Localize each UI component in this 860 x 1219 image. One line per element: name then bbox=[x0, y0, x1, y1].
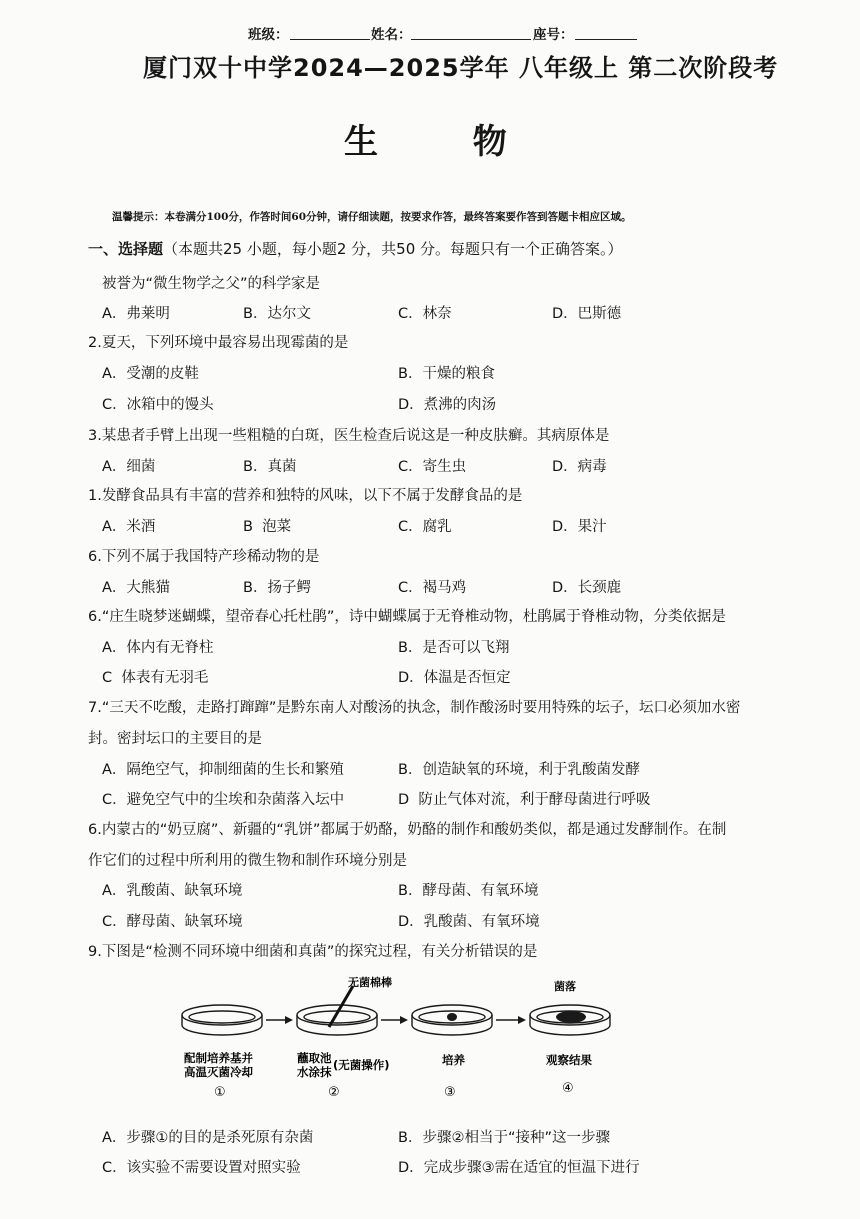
step4-number: ④ bbox=[562, 1081, 574, 1096]
option-d[interactable]: D．病毒 bbox=[552, 459, 607, 475]
option-c[interactable]: C．褐马鸡 bbox=[398, 580, 467, 596]
option-c[interactable]: C．林奈 bbox=[398, 306, 452, 322]
option-d[interactable]: D．果汁 bbox=[552, 519, 607, 535]
step2-number: ② bbox=[328, 1085, 340, 1100]
step3-text: 培养 bbox=[442, 1053, 465, 1067]
option-c[interactable]: C．酵母菌、缺氧环境 bbox=[102, 914, 243, 930]
option-c[interactable]: C 体表有无羽毛 bbox=[102, 670, 209, 686]
option-b[interactable]: B．酵母菌、有氧环境 bbox=[398, 883, 539, 899]
option-c[interactable]: C．冰箱中的馒头 bbox=[102, 397, 214, 413]
section-heading bbox=[88, 238, 623, 259]
swab-label: 无菌棉棒 bbox=[348, 976, 392, 989]
inoculum-dot bbox=[447, 1013, 457, 1021]
step1-number: ① bbox=[214, 1085, 226, 1100]
petri-dish-2 bbox=[297, 1005, 377, 1035]
question-stem: 6.“庄生晓梦迷蝴蝶，望帝春心托杜鹃”，诗中蝴蝶属于无脊椎动物，杜鹃属于脊椎动物，分类依据是 bbox=[88, 609, 726, 625]
step4-text: 观察结果 bbox=[546, 1053, 592, 1067]
step2-text-2: 水涂抹 bbox=[297, 1065, 332, 1079]
option-a[interactable]: A．细菌 bbox=[102, 459, 156, 475]
question-stem-cont: 封。密封坛口的主要目的是 bbox=[88, 731, 262, 747]
option-d[interactable]: D．乳酸菌、有氧环境 bbox=[398, 914, 540, 930]
arrow-3 bbox=[518, 1016, 526, 1024]
option-a[interactable]: A．米酒 bbox=[102, 519, 156, 535]
option-a[interactable]: A．大熊猫 bbox=[102, 580, 170, 596]
option-c[interactable]: C．避免空气中的尘埃和杂菌落入坛中 bbox=[102, 792, 345, 808]
petri-dish-1 bbox=[182, 1005, 262, 1035]
option-b[interactable]: B．扬子鳄 bbox=[243, 580, 311, 596]
option-c[interactable]: C．寄生虫 bbox=[398, 459, 467, 475]
question-stem: 6.下列不属于我国特产珍稀动物的是 bbox=[88, 549, 320, 565]
option-a[interactable]: A．步骤①的目的是杀死原有杂菌 bbox=[102, 1130, 314, 1146]
name-label: 姓名： bbox=[371, 27, 412, 43]
seat-blank[interactable] bbox=[575, 39, 637, 40]
option-a[interactable]: A．乳酸菌、缺氧环境 bbox=[102, 883, 243, 899]
option-d[interactable]: D 防止气体对流，利于酵母菌进行呼吸 bbox=[398, 792, 651, 808]
step2-text-1: 蘸取池 bbox=[297, 1051, 332, 1065]
option-b[interactable]: B．步骤②相当于“接种”这一步骤 bbox=[398, 1130, 610, 1146]
section-title: 一、选择题 bbox=[88, 240, 164, 258]
exam-notice: 温馨提示：本卷满分100分，作答时间60分钟，请仔细读题，按要求作答，最终答案要作答到答题卡相应区域。 bbox=[112, 211, 632, 223]
question-stem: 3.某患者手臂上出现一些粗糙的白斑，医生检查后说这是一种皮肤癣。其病原体是 bbox=[88, 428, 610, 444]
option-b[interactable]: B．达尔文 bbox=[243, 306, 311, 322]
option-c[interactable]: C．腐乳 bbox=[398, 519, 452, 535]
option-d[interactable]: D．长颈鹿 bbox=[552, 580, 622, 596]
question-stem: 1.发酵食品具有丰富的营养和独特的风味，以下不属于发酵食品的是 bbox=[88, 488, 523, 504]
option-d[interactable]: D．巴斯德 bbox=[552, 306, 622, 322]
option-c[interactable]: C．该实验不需要设置对照实验 bbox=[102, 1160, 301, 1176]
option-a[interactable]: A．体内有无脊柱 bbox=[102, 640, 214, 656]
option-d[interactable]: D．体温是否恒定 bbox=[398, 670, 511, 686]
question-stem: 被誉为“微生物学之父”的科学家是 bbox=[102, 276, 321, 292]
option-b[interactable]: B．创造缺氧的环境，利于乳酸菌发酵 bbox=[398, 762, 640, 778]
seat-label: 座号： bbox=[533, 27, 574, 43]
class-blank[interactable] bbox=[290, 39, 370, 40]
step1-text-1: 配制培养基并 bbox=[184, 1051, 253, 1065]
option-b[interactable]: B．是否可以飞翔 bbox=[398, 640, 510, 656]
name-blank[interactable] bbox=[411, 39, 531, 40]
subject-title: 生 物 bbox=[344, 122, 507, 162]
option-a[interactable]: A．隔绝空气，抑制细菌的生长和繁殖 bbox=[102, 762, 344, 778]
option-b[interactable]: B 泡菜 bbox=[243, 519, 292, 535]
swab-stick bbox=[329, 986, 353, 1027]
option-a[interactable]: A．受潮的皮鞋 bbox=[102, 366, 199, 382]
step3-number: ③ bbox=[444, 1085, 456, 1100]
step2-note: (无菌操作) bbox=[333, 1058, 390, 1072]
option-b[interactable]: B．干燥的粮食 bbox=[398, 366, 495, 382]
question-stem: 7.“三天不吃酸，走路打蹿蹿”是黔东南人对酸汤的执念，制作酸汤时要用特殊的坛子，坛口必须加水密 bbox=[88, 700, 741, 716]
class-label: 班级： bbox=[248, 27, 289, 43]
step1-text-2: 高温灭菌冷却 bbox=[184, 1065, 253, 1079]
colony-blob bbox=[556, 1011, 586, 1023]
option-a[interactable]: A．弗莱明 bbox=[102, 306, 170, 322]
experiment-diagram bbox=[170, 972, 630, 1102]
option-b[interactable]: B．真菌 bbox=[243, 459, 297, 475]
arrow-2 bbox=[400, 1016, 408, 1024]
option-d[interactable]: D．完成步骤③需在适宜的恒温下进行 bbox=[398, 1160, 640, 1176]
question-stem-cont: 作它们的过程中所利用的微生物和制作环境分别是 bbox=[88, 853, 407, 869]
exam-title: 厦门双十中学2024—2025学年 八年级上 第二次阶段考 bbox=[143, 54, 779, 82]
option-d[interactable]: D．煮沸的肉汤 bbox=[398, 397, 497, 413]
question-stem: 2.夏天，下列环境中最容易出现霉菌的是 bbox=[88, 335, 349, 351]
question-stem: 6.内蒙古的“奶豆腐”、新疆的“乳饼”都属于奶酪，奶酪的制作和酸奶类似，都是通过发酵制作。在制 bbox=[88, 822, 727, 838]
section-desc: （本题共25 小题，每小题2 分，共50 分。每题只有一个正确答案。） bbox=[163, 240, 623, 258]
question-stem: 9.下图是“检测不同环境中细菌和真菌”的探究过程，有关分析错误的是 bbox=[88, 944, 538, 960]
arrow-1 bbox=[285, 1016, 293, 1024]
colony-label: 菌落 bbox=[554, 980, 576, 993]
